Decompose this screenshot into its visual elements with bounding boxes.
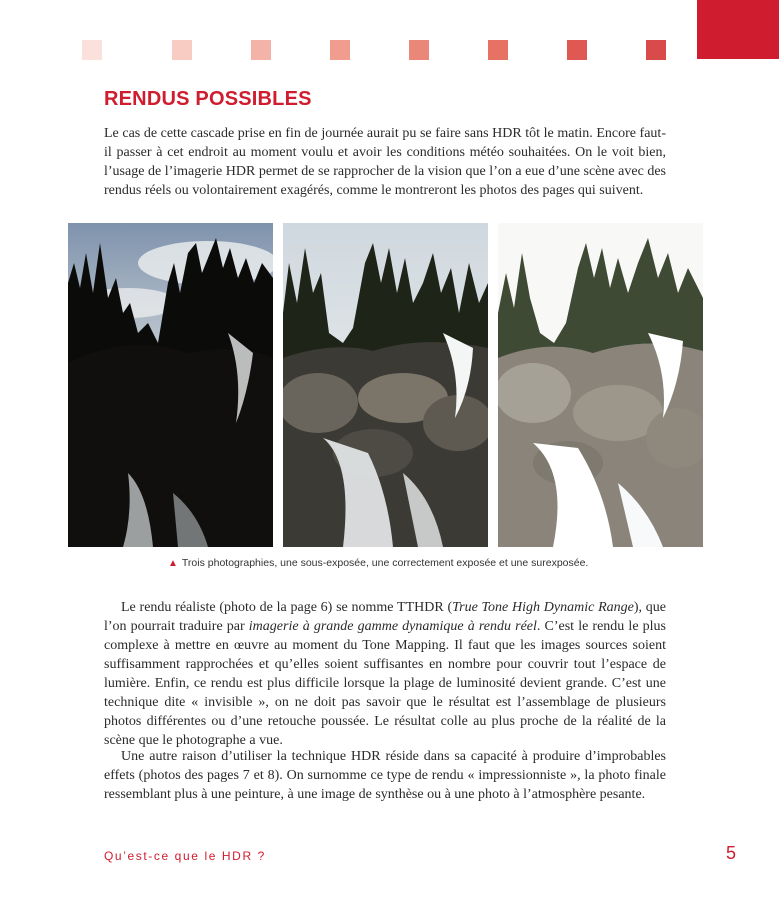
- paragraph-impressionist: Une autre raison d’utiliser la technique HDR réside dans sa capacité à produire d’improbables effets (photos des pages 7 et 8). On surnomme ce type de rendu « impressionniste », la photo finale ressemblant plus à une peinture, à une image de synthèse ou à une photo à l’atmosphère pesante.: [104, 749, 666, 802]
- paragraph-tthdr-translation: imagerie à grande gamme dynamique à rendu réel: [248, 619, 537, 634]
- paragraph-tthdr-term: True Tone High Dynamic Range: [452, 600, 634, 615]
- header-square-5: [409, 40, 429, 60]
- header-square-4: [330, 40, 350, 60]
- intro-paragraph: Le cas de cette cascade prise en fin de journée aurait pu se faire sans HDR tôt le matin. Encore faut-il passer à cet endroit au moment voulu et avoir les conditions météo souhaitées. On le voit bien, l’usage de l’imagerie HDR permet de se rapprocher de la vision que l’on a eue d’une scène avec des rendus réels ou volontairement exagérés, comme le montreront les photos des pages qui suivent.: [104, 126, 666, 198]
- header-square-6: [488, 40, 508, 60]
- header-square-8: [646, 40, 666, 60]
- paragraph-tthdr-part-a: Le rendu réaliste (photo de la page 6) se nomme TTHDR (: [121, 600, 453, 615]
- photo-caption: [168, 557, 588, 569]
- photo-overexposed: [498, 223, 703, 547]
- paragraph-tthdr-part-c: ), que l’on pourrait traduire par: [104, 600, 666, 634]
- triangle-up-icon: ▲: [168, 558, 178, 569]
- page-number: 5: [726, 843, 737, 863]
- footer-chapter-title: Qu’est-ce que le HDR ?: [104, 849, 266, 863]
- paragraph-tthdr-part-e: . C’est le rendu le plus complexe à mettre en œuvre au moment du Tone Mapping. Il faut que les images sources soient suffisamment rapprochées et qu’elles soient suffisantes en nombre pour couvrir tout l’espace de lumière. Enfin, ce rendu est plus difficile lorsque la plage de luminosité devient grande. C’est une technique dite « invisible », on ne doit pas savoir que le résultat est l’assemblage de plusieurs photos différentes ou d’une retouche poussée. Le résultat colle au plus proche de la réalité de la scène que le photographe a vue.: [104, 619, 666, 748]
- header-square-2: [172, 40, 192, 60]
- header-square-1: [82, 40, 102, 60]
- paragraph-tthdr: [104, 598, 666, 750]
- header-square-7: [567, 40, 587, 60]
- caption-text: Trois photographies, une sous-exposée, une correctement exposée et une surexposée.: [181, 557, 589, 569]
- corner-accent-block: [697, 0, 779, 59]
- photo-correctly-exposed: [283, 223, 488, 547]
- header-square-3: [251, 40, 271, 60]
- photo-underexposed: [68, 223, 273, 547]
- section-heading: RENDUS POSSIBLES: [104, 88, 312, 110]
